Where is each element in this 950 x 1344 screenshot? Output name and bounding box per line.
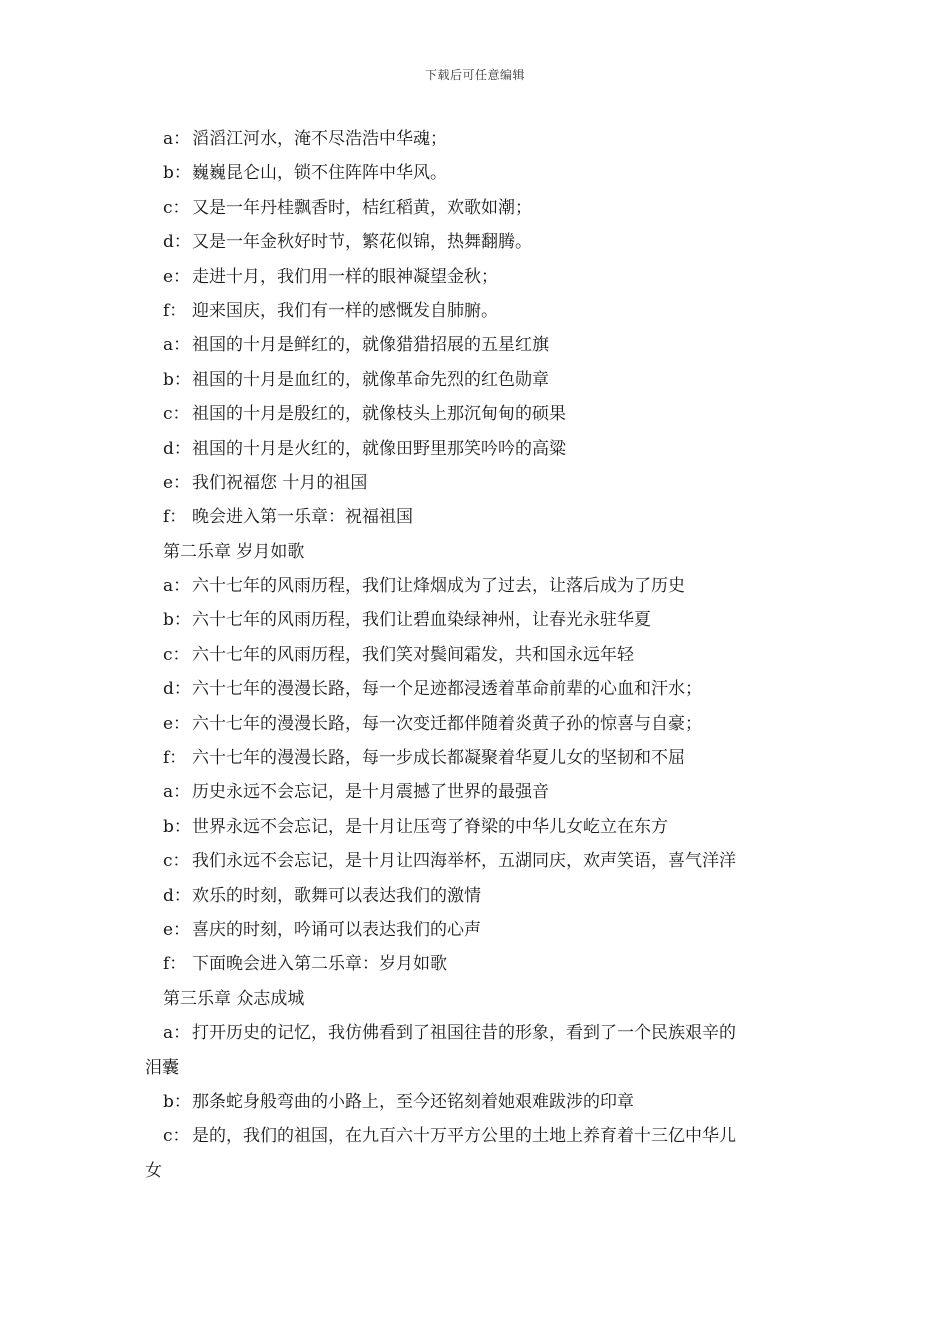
dialogue-text: 喜庆的时刻，吟诵可以表达我们的心声 (192, 919, 481, 940)
dialogue-text: 历史永远不会忘记，是十月震撼了世界的最强音 (192, 782, 549, 803)
paragraph-continuation: 女 (145, 1160, 162, 1181)
dialogue-text: 祖国的十月是血红的，就像革命先烈的红色勋章 (192, 369, 549, 390)
speaker-label: a： (163, 782, 191, 803)
dialogue-line (0, 672, 950, 706)
dialogue-text: 走进十月，我们用一样的眼神凝望金秋； (192, 266, 498, 287)
speaker-label: a： (163, 335, 191, 356)
speaker-label: e： (163, 472, 191, 493)
dialogue-text: 六十七年的风雨历程，我们让碧血染绿神州，让春光永驻华夏 (192, 610, 651, 631)
dialogue-line (0, 1016, 950, 1050)
dialogue-line (0, 569, 950, 603)
dialogue-line (0, 707, 950, 741)
speaker-label: a： (163, 129, 191, 149)
dialogue-text: 又是一年丹桂飘香时，桔红稻黄，欢歌如潮； (192, 197, 532, 218)
dialogue-text: 六十七年的风雨历程，我们笑对鬓间霜发，共和国永远年轻 (192, 644, 634, 665)
dialogue-line (0, 294, 950, 328)
speaker-label: e： (163, 266, 191, 287)
dialogue-line (0, 844, 950, 878)
dialogue-line (0, 500, 950, 534)
dialogue-line (0, 191, 950, 225)
dialogue-text: 欢乐的时刻，歌舞可以表达我们的激情 (192, 885, 481, 906)
speaker-label: f： (163, 954, 187, 975)
dialogue-text: 那条蛇身般弯曲的小路上，至今还铭刻着她艰难跋涉的印章 (192, 1091, 634, 1112)
dialogue-line (0, 328, 950, 362)
speaker-label: a： (163, 1023, 191, 1044)
dialogue-text: 又是一年金秋好时节，繁花似锦，热舞翻腾。 (192, 232, 532, 253)
dialogue-line (0, 810, 950, 844)
speaker-label: b： (163, 163, 191, 184)
dialogue-text: 打开历史的记忆，我仿佛看到了祖国往昔的形象，看到了一个民族艰辛的 (192, 1023, 736, 1044)
dialogue-text: 六十七年的漫漫长路，每一次变迁都伴随着炎黄子孙的惊喜与自豪； (192, 713, 702, 734)
speaker-label: c： (163, 1126, 190, 1147)
dialogue-line (0, 363, 950, 397)
page-header: 下载后可任意编辑 (424, 68, 525, 82)
dialogue-text: 我们祝福您 十月的祖国 (192, 472, 368, 493)
dialogue-text: 下面晚会进入第二乐章：岁月如歌 (192, 954, 447, 975)
speaker-label: a： (163, 576, 191, 597)
dialogue-text: 晚会进入第一乐章：祝福祖国 (192, 507, 413, 528)
speaker-label: f： (163, 300, 187, 321)
speaker-label: f： (163, 748, 187, 769)
dialogue-line (0, 432, 950, 466)
dialogue-text: 迎来国庆，我们有一样的感慨发自肺腑。 (192, 300, 498, 321)
dialogue-line (0, 466, 950, 500)
dialogue-line (0, 225, 950, 259)
speaker-label: c： (163, 404, 190, 425)
dialogue-line (0, 397, 950, 431)
dialogue-line (0, 1119, 950, 1153)
speaker-label: e： (163, 713, 191, 734)
dialogue-line (0, 947, 950, 981)
dialogue-text: 巍巍昆仑山，锁不住阵阵中华风。 (192, 163, 447, 184)
speaker-label: b： (163, 1091, 191, 1112)
dialogue-line (0, 1085, 950, 1119)
dialogue-line (0, 156, 950, 190)
speaker-label: b： (163, 369, 191, 390)
dialogue-line (0, 260, 950, 294)
speaker-label: f： (163, 507, 187, 528)
dialogue-line (0, 913, 950, 947)
speaker-label: c： (163, 197, 190, 218)
dialogue-text: 滔滔江河水，淹不尽浩浩中华魂； (192, 129, 447, 149)
dialogue-line (0, 603, 950, 637)
dialogue-text: 祖国的十月是鲜红的，就像猎猎招展的五星红旗 (192, 335, 549, 356)
dialogue-text: 六十七年的漫漫长路，每一步成长都凝聚着华夏儿女的坚韧和不屈 (192, 748, 685, 769)
speaker-label: b： (163, 816, 191, 837)
dialogue-text: 六十七年的漫漫长路，每一个足迹都浸透着革命前辈的心血和汗水； (192, 679, 702, 700)
speaker-label: e： (163, 919, 191, 940)
section-heading: 第三乐章 众志成城 (163, 988, 305, 1009)
speaker-label: b： (163, 610, 191, 631)
paragraph-continuation: 泪囊 (145, 1057, 179, 1078)
speaker-label: d： (163, 679, 191, 700)
dialogue-text: 世界永远不会忘记，是十月让压弯了脊梁的中华儿女屹立在东方 (192, 816, 668, 837)
speaker-label: d： (163, 438, 191, 459)
dialogue-line (0, 638, 950, 672)
dialogue-line (0, 775, 950, 809)
speaker-label: c： (163, 644, 190, 665)
document-body (0, 122, 950, 1188)
dialogue-text: 我们永远不会忘记，是十月让四海举杯，五湖同庆，欢声笑语，喜气洋洋 (192, 851, 736, 872)
dialogue-text: 是的，我们的祖国，在九百六十万平方公里的土地上养育着十三亿中华儿 (192, 1126, 736, 1147)
dialogue-line (0, 741, 950, 775)
speaker-label: d： (163, 232, 191, 253)
speaker-label: c： (163, 851, 190, 872)
dialogue-text: 祖国的十月是火红的，就像田野里那笑吟吟的高粱 (192, 438, 566, 459)
speaker-label: d： (163, 885, 191, 906)
section-heading: 第二乐章 岁月如歌 (163, 541, 305, 562)
dialogue-line (0, 879, 950, 913)
dialogue-text: 六十七年的风雨历程，我们让烽烟成为了过去，让落后成为了历史 (192, 576, 685, 597)
dialogue-line (0, 122, 950, 156)
dialogue-text: 祖国的十月是殷红的，就像枝头上那沉甸甸的硕果 (192, 404, 566, 425)
